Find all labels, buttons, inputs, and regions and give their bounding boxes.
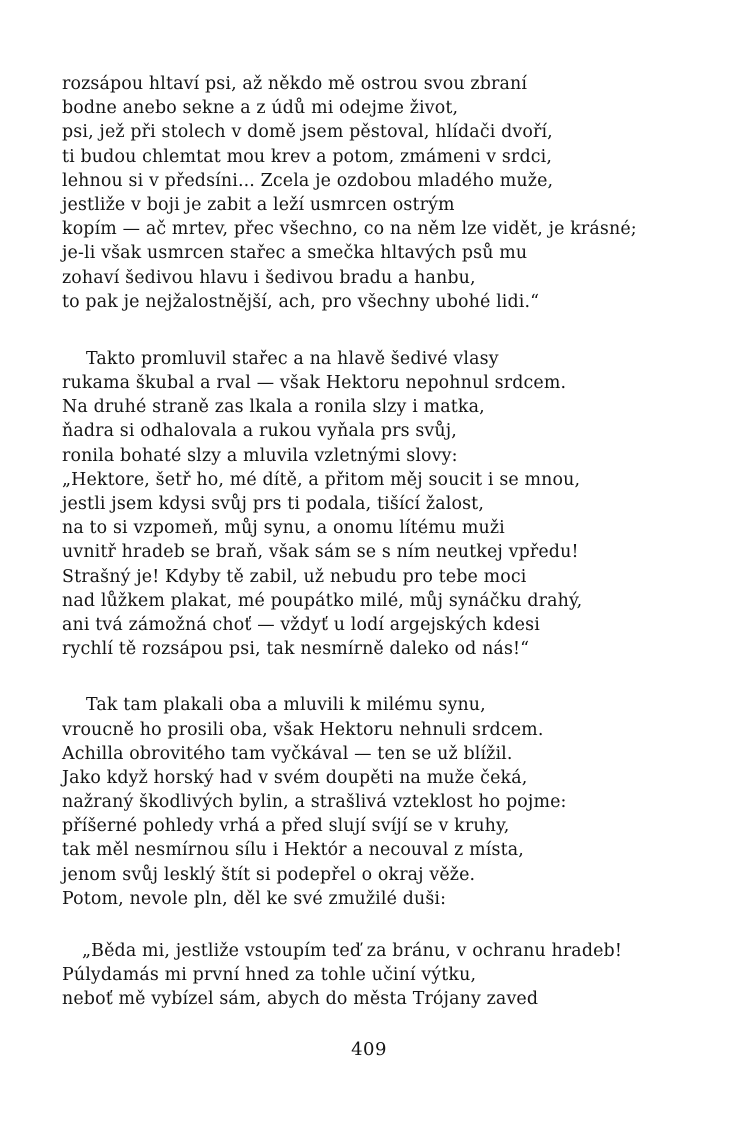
verse-line: je-li však usmrcen stařec a smečka hltavých psů mu [62, 243, 528, 264]
verse-line: kopím — ač mrtev, přec všechno, co na něm lze vidět, je krásné; [62, 219, 637, 240]
stanza-1 [62, 72, 702, 314]
verse-line: Na druhé straně zas lkala a ronila slzy i matka, [62, 397, 485, 418]
verse-line: jestli jsem kdysi svůj prs ti podala, tišící žalost, [62, 494, 484, 514]
verse-line: příšerné pohledy vrhá a před slují svíjí se v kruhy, [62, 816, 510, 837]
stanza-2 [62, 347, 702, 661]
verse-line: to pak je nejžalostnější, ach, pro všechny ubohé lidi.“ [62, 291, 540, 312]
verse-line: ani tvá zámožná choť — vždyť u lodí argejských kdesi [62, 614, 540, 635]
verse-line: Tak tam plakali oba a mluvili k milému synu, [86, 695, 486, 716]
verse-line: jestliže v boji je zabit a leží usmrcen ostrým [62, 194, 455, 215]
verse-line: rozsápou hltaví psi, až někdo mě ostrou svou zbraní [62, 74, 528, 94]
poem-text [62, 72, 702, 1012]
verse-line: psi, jež při stolech v domě jsem pěstoval, hlídači dvoří, [62, 122, 553, 143]
stanza-4 [62, 939, 702, 1012]
verse-line: rukama škubal a rval — však Hektoru nepohnul srdcem. [62, 373, 567, 394]
verse-line: Jako když horský had v svém doupěti na muže čeká, [62, 767, 528, 788]
verse-line: vroucně ho prosili oba, však Hektoru nehnuli srdcem. [62, 719, 544, 740]
stanza-break [62, 911, 702, 939]
verse-line: Potom, nevole pln, děl ke své zmužilé duši: [62, 888, 447, 909]
verse-line: ňadra si odhalovala a rukou vyňala prs svůj, [62, 421, 457, 442]
verse-line: rychlí tě rozsápou psi, tak nesmírně daleko od nás!“ [62, 639, 530, 660]
verse-line: „Hektore, šetř ho, mé dítě, a přitom měj soucit i se mnou, [62, 469, 581, 490]
stanza-break [62, 661, 702, 693]
verse-line: tak měl nesmírnou sílu i Hektór a necouval z místa, [62, 840, 524, 861]
page-number: 409 [351, 1039, 387, 1060]
verse-line: nažraný škodlivých bylin, a strašlivá vzteklost ho pojme: [62, 792, 567, 813]
verse-line: bodne anebo sekne a z údů mi odejme život, [62, 98, 459, 119]
verse-line: jenom svůj lesklý štít si podepřel o okraj věže. [62, 864, 476, 885]
verse-line: zohaví šedivou hlavu i šedivou bradu a hanbu, [62, 267, 476, 288]
verse-line: Takto promluvil stařec a na hlavě šedivé vlasy [86, 348, 499, 369]
stanza-3 [62, 693, 702, 911]
verse-line: Púlydamás mi první hned za tohle učiní výtku, [62, 965, 477, 986]
verse-line: neboť mě vybízel sám, abych do města Trójany zaved [62, 989, 539, 1010]
stanza-break [62, 314, 702, 347]
verse-line: nad lůžkem plakat, mé poupátko milé, můj synáčku drahý, [62, 590, 583, 611]
verse-line: ti budou chlemtat mou krev a potom, zmámeni v srdci, [62, 146, 553, 167]
verse-line: Strašný je! Kdyby tě zabil, už nebudu pro tebe moci [62, 566, 527, 587]
verse-line: „Běda mi, jestliže vstoupím teď za bránu, v ochranu hradeb! [82, 941, 622, 961]
verse-line: lehnou si v předsíni... Zcela je ozdobou mladého muže, [62, 170, 554, 191]
verse-line: na to si vzpomeň, můj synu, a onomu lítému muži [62, 518, 505, 539]
verse-line: uvnitř hradeb se braň, však sám se s ním neutkej vpředu! [62, 542, 579, 563]
verse-line: ronila bohaté slzy a mluvila vzletnými slovy: [62, 445, 458, 466]
verse-line: Achilla obrovitého tam vyčkával — ten se už blížil. [62, 743, 513, 764]
